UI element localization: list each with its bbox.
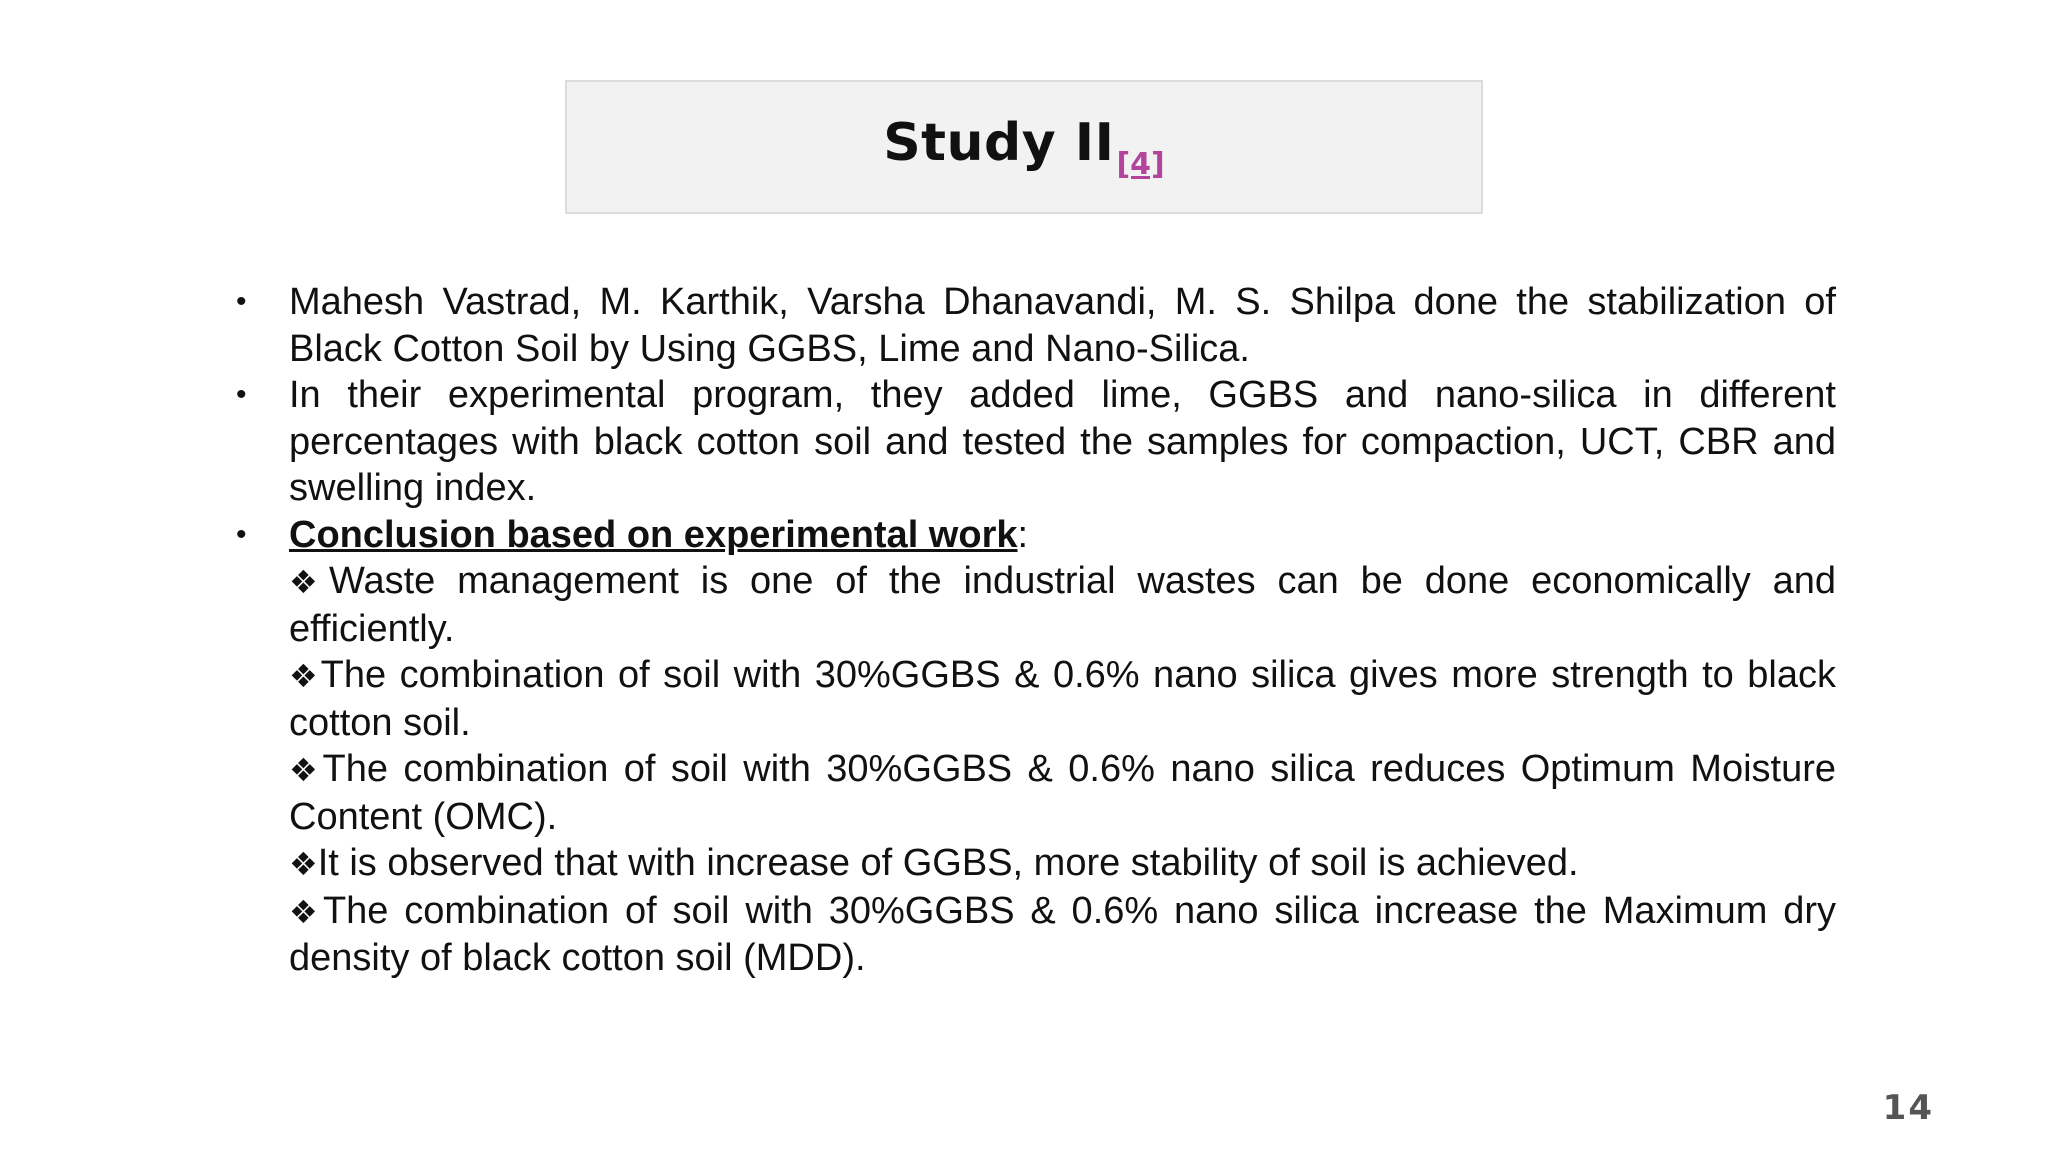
bullet-text: In their experimental program, they added lime, GGBS and nano-silica in different percentages with black cotton soil and tested the samples for compaction, UCT, CBR and swelling index. xyxy=(289,374,1836,509)
title-box xyxy=(565,80,1483,214)
bullet-icon: • xyxy=(236,517,247,551)
bullet-icon: • xyxy=(236,285,247,318)
slide-title xyxy=(883,113,1165,182)
bullet-text: Mahesh Vastrad, M. Karthik, Varsha Dhanavandi, M. S. Shilpa done the stabilization of Black Cotton Soil by Using GGBS, Lime and Nano-Silica. xyxy=(289,281,1836,370)
diamond-bullet-icon: ❖ xyxy=(289,845,318,883)
conclusion-item xyxy=(236,652,1836,746)
conclusion-heading-colon: : xyxy=(1017,513,1029,556)
conclusion-item xyxy=(236,558,1836,652)
reference-link[interactable]: [4] xyxy=(1116,146,1165,182)
bullet-item xyxy=(236,372,1836,512)
conclusion-item xyxy=(236,840,1836,888)
bullet-item xyxy=(236,279,1836,372)
conclusion-item xyxy=(236,746,1836,840)
conclusion-text: The combination of soil with 30%GGBS & 0.6% nano silica gives more strength to black cotton soil. xyxy=(289,654,1837,744)
bullet-item xyxy=(236,512,1836,559)
diamond-bullet-icon: ❖ xyxy=(289,657,321,695)
conclusion-item xyxy=(236,888,1836,982)
conclusion-text: The combination of soil with 30%GGBS & 0.6% nano silica increase the Maximum dry density of black cotton soil (MDD). xyxy=(289,889,1836,979)
conclusion-heading: Conclusion based on experimental work xyxy=(289,513,1018,556)
conclusion-text: It is observed that with increase of GGBS, more stability of soil is achieved. xyxy=(317,842,1579,884)
content-body xyxy=(236,279,1836,982)
diamond-bullet-icon: ❖ xyxy=(289,751,323,789)
conclusion-text: The combination of soil with 30%GGBS & 0.6% nano silica reduces Optimum Moisture Content (OMC). xyxy=(289,748,1836,838)
conclusion-text: Waste management is one of the industrial wastes can be done economically and efficiently. xyxy=(289,560,1837,650)
title-text: Study II xyxy=(883,112,1115,173)
diamond-bullet-icon: ❖ xyxy=(289,892,323,931)
page-number: 14 xyxy=(1882,1088,1934,1128)
bullet-icon: • xyxy=(236,378,247,411)
diamond-bullet-icon: ❖ xyxy=(289,563,329,601)
